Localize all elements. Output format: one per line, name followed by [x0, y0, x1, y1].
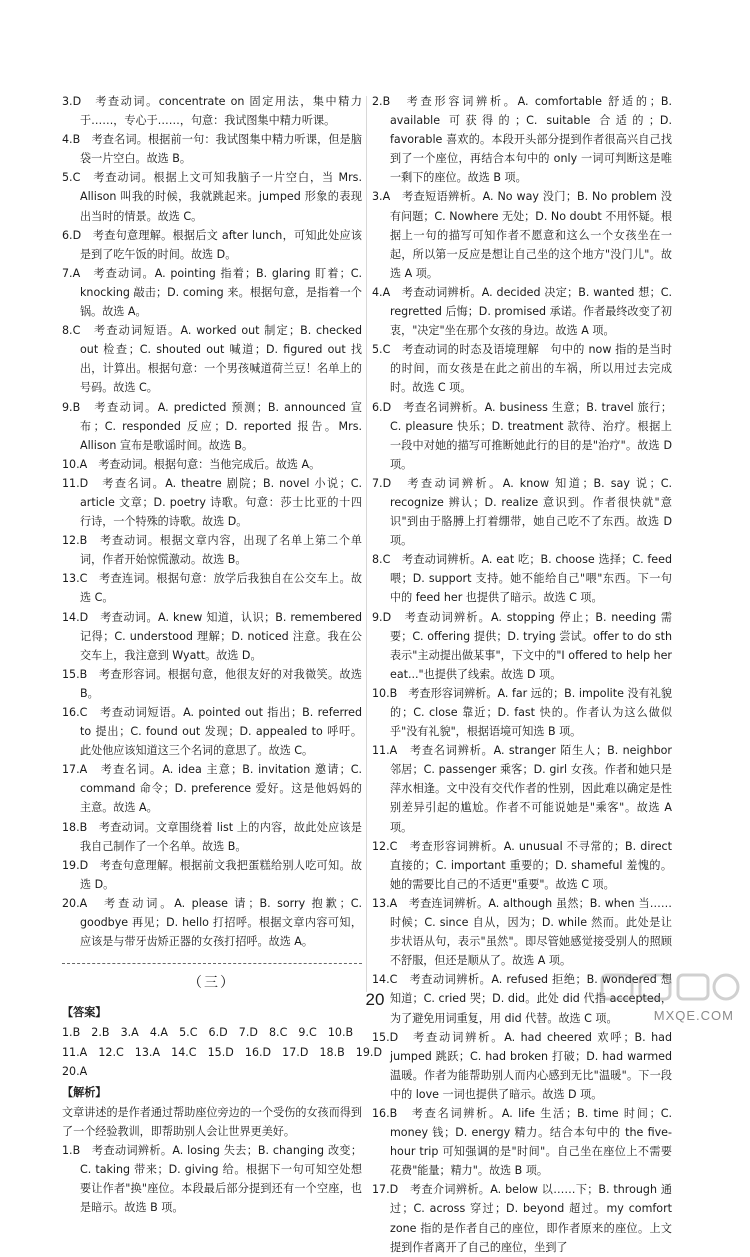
left-answer-items	[62, 92, 362, 951]
answer-explanation-item: 2.B 考查形容词辨析。A. comfortable 舒适的；B. available 可获得的；C. suitable 合适的；D. favorable 喜欢的。本段开头部分提到作者很高兴自己找到了一个座位，再结合本句中的 only 一词可判断这是唯一剩下的座位。故选 B 项。	[372, 95, 672, 185]
answer-explanation-item: 17.A 考查名词。A. idea 主意；B. invitation 邀请；C. command 命令；D. preference 爱好。这是他妈妈的主意。故选 A。	[62, 763, 362, 815]
left-column	[62, 92, 382, 1217]
section-title: （三）	[188, 975, 236, 992]
answer-explanation-item: 14.C 考查动词辨析。A. refused 拒绝；B. wondered 想知道；C. cried 哭；D. did。此处 did 代指 accepted，为了避免用词重复，用 did 代替。故选 C 项。	[372, 973, 672, 1025]
analysis-label: 【解析】	[62, 1085, 107, 1099]
answer-explanation-item: 11.D 考查名词。A. theatre 剧院；B. novel 小说；C. article 文章；D. poetry 诗歌。句意：莎士比亚的十四行诗，一个特殊的诗歌。故选 D。	[62, 476, 362, 529]
answers-line: 1.B 2.B 3.A 4.A 5.C 6.D 7.D 8.C 9.C 10.B	[62, 1026, 354, 1040]
answer-explanation-item: 6.D 考查名词辨析。A. business 生意；B. travel 旅行；C. pleasure 快乐；D. treatment 款待、治疗。根据上一段中对她的描写可推断她此行的目的是"治疗"。故选 D 项。	[372, 400, 672, 471]
answer-explanation-item: 13.C 考查连词。根据句意：放学后我独自在公交车上。故选 C。	[62, 572, 362, 605]
answer-explanation-item: 18.B 考查动词。文章围绕着 list 上的内容，故此处应该是我自己制作了一个名单。故选 B。	[62, 820, 362, 853]
answer-explanation-item: 17.D 考查介词辨析。A. below 以……下；B. through 通过；C. across 穿过；D. beyond 超过。my comfort zone 指的是作者自己的座位，即作者原来的座位。上文提到作者离开了自己的座位，坐到了	[372, 1183, 672, 1254]
answer-explanation-item: 9.B 考查动词。A. predicted 预测；B. announced 宣布；C. responded 反应；D. reported 报告。Mrs. Allison 宣布是歌谣时间。故选 B。	[62, 400, 362, 452]
answers-label: 【答案】	[62, 1006, 107, 1020]
right-column	[372, 92, 672, 1257]
answer-explanation-item: 3.A 考查短语辨析。A. No way 没门；B. No problem 没有问题；C. Nowhere 无处；D. No doubt 不用怀疑。根据上一句的描写可知作者不愿意和这么一个女孩坐在一起，所以第一反应是想让自己坐的这个地方"没门儿"。故选 A 项。	[372, 190, 672, 280]
answer-explanation-item: 3.D 考查动词。concentrate on 固定用法，集中精力于……，专心于……，句意：我试图集中精力听课。	[62, 95, 362, 128]
answer-explanation-item: 7.A 考查动词。A. pointing 指着；B. glaring 盯着；C. knocking 敲击；D. coming 来。根据句意，是指着一个锅。故选 A。	[62, 266, 362, 319]
page-number: 20	[365, 990, 385, 1009]
answer-explanation-item: 4.A 考查动词辨析。A. decided 决定；B. wanted 想；C. regretted 后悔；D. promised 承诺。作者最终改变了初衷，"决定"坐在那个女孩的身边。故选 A 项。	[372, 285, 672, 338]
answer-explanation-item: 8.C 考查动词短语。A. worked out 制定；B. checked out 检查；C. shouted out 喊道；D. figured out 找出，计算出。根据句意：一个男孩喊道荷兰豆！名单上的号码。故选 C。	[62, 324, 362, 395]
analysis-items	[62, 1141, 362, 1217]
answer-explanation-item: 16.C 考查动词短语。A. pointed out 指出；B. referred to 提出；C. found out 发现；D. appealed to 呼吁。此处他应该知道这三个名词的意思了。故选 C。	[62, 706, 362, 758]
answer-explanation-item: 12.B 考查动词。根据文章内容，出现了名单上第二个单词，作者开始惊慌激动。故选 B。	[62, 534, 362, 567]
answer-explanation-item: 5.C 考查动词的时态及语境理解 句中的 now 指的是当时的时间，而女孩是在此之前出的车祸，所以用过去完成时。故选 C 项。	[372, 343, 672, 395]
answer-explanation-item: 15.B 考查形容词。根据句意，他很友好的对我微笑。故选 B。	[62, 667, 362, 700]
answer-explanation-item: 10.B 考查形容词辨析。A. far 远的；B. impolite 没有礼貌的；C. close 靠近；D. fast 快的。作者认为这么做似乎"没有礼貌"，根据语境可知选 B 项。	[372, 686, 672, 739]
right-answer-items	[372, 92, 672, 1257]
answer-explanation-item: 13.A 考查连词辨析。A. although 虽然；B. when 当……时候；C. since 自从，因为；D. while 然而。此处是让步状语从句，表示"虽然"。即尽管她感觉接受别人的照顾不舒服，但还是顺从了。故选 A 项。	[372, 896, 672, 968]
answer-explanation-item: 8.C 考查动词辨析。A. eat 吃；B. choose 选择；C. feed 喂；D. support 支持。她不能给自己"喂"东西。下一句中的 feed her 也提供了暗示。故选 C 项。	[372, 553, 672, 605]
answer-explanation-item: 11.A 考查名词辨析。A. stranger 陌生人；B. neighbor 邻居；C. passenger 乘客；D. girl 女孩。作者和她只是萍水相逢。文中没有交代作者的性别，因此难以确定是性别差异引起的尴尬。作者不可能说她是"乘客"。故选 A 项。	[372, 744, 672, 834]
answer-explanation-item: 15.D 考查动词辨析。A. had cheered 欢呼；B. had jumped 跳跃；C. had broken 打破；D. had warmed 温暖。作者为能帮助别人而内心感到无比"温暖"。下一段中的 love 一词也提供了暗示。故选 D 项。	[372, 1030, 672, 1101]
watermark-text: MXQE.COM	[653, 1008, 734, 1023]
analysis-summary: 文章讲述的是作者通过帮助座位旁边的一个受伤的女孩而得到了一个经验教训，即帮助别人会让世界更美好。	[62, 1105, 362, 1138]
answer-explanation-item: 6.D 考查句意理解。根据后文 after lunch，可知此处应该是到了吃午饭的时间。故选 D。	[62, 228, 362, 261]
answer-explanation-item: 14.D 考查动词。A. knew 知道，认识；B. remembered 记得；C. understood 理解；D. noticed 注意。我在公交车上，我注意到 Wyatt。故选 D。	[62, 610, 362, 662]
answer-explanation-item: 5.C 考查动词。根据上文可知我脑子一片空白，当 Mrs. Allison 叫我的时候，我就跳起来。jumped 形象的表现出当时的情景。故选 C。	[62, 171, 362, 223]
answers-line: 11.A 12.C 13.A 14.C 15.D 16.D 17.D 18.B 19.D	[62, 1045, 382, 1059]
answer-explanation-item: 16.B 考查名词辨析。A. life 生活；B. time 时间；C. money 钱；D. energy 精力。结合本句中的 the five-hour trip 可知强调的是"时间"。自己坐在座位上不需要花费"能量；精力"。故选 B 项。	[372, 1106, 672, 1178]
answer-explanation-item: 12.C 考查形容词辨析。A. unusual 不寻常的；B. direct 直接的；C. important 重要的；D. shameful 羞愧的。她的需要比自己的不适更"重要"。故选 C 项。	[372, 839, 672, 891]
column-divider	[366, 96, 367, 992]
answer-explanation-item: 19.D 考查句意理解。根据前文我把蛋糕给别人吃可知。故选 D。	[62, 858, 362, 891]
answers-line: 20.A	[62, 1064, 88, 1078]
answer-explanation-item: 9.D 考查动词辨析。A. stopping 停止；B. needing 需要；C. offering 提供；D. trying 尝试。offer to do sth 表示"主动提出做某事"，下文中的"I offered to help her eat..."也提供了线索。故选 D 项。	[372, 610, 672, 681]
analysis-item: 1.B 考查动词辨析。A. losing 失去；B. changing 改变；C. taking 带来；D. giving 给。根据下一句可知空处想要让作者"换"座位。本段最后部分提到还有一个空座，也是暗示。故选 B 项。	[62, 1143, 362, 1215]
answers-key	[62, 1023, 382, 1080]
answer-explanation-item: 7.D 考查动词辨析。A. know 知道；B. say 说；C. recognize 辨认；D. realize 意识到。作者很快就"意识"到由于胳膊上打着绷带，她自己吃不了东西。故选 D 项。	[372, 476, 672, 548]
answer-explanation-item: 10.A 考查动词。根据句意：当他完成后。故选 A。	[62, 457, 321, 471]
section-divider	[62, 963, 362, 964]
answer-explanation-item: 20.A 考查动词。A. please 请；B. sorry 抱歉；C. goodbye 再见；D. hello 打招呼。根据文章内容可知，应该是与带牙齿矫正器的女孩打招呼。故选 A。	[62, 896, 362, 949]
answer-explanation-item: 4.B 考查名词。根据前一句：我试图集中精力听课，但是脑袋一片空白。故选 B。	[62, 133, 362, 166]
